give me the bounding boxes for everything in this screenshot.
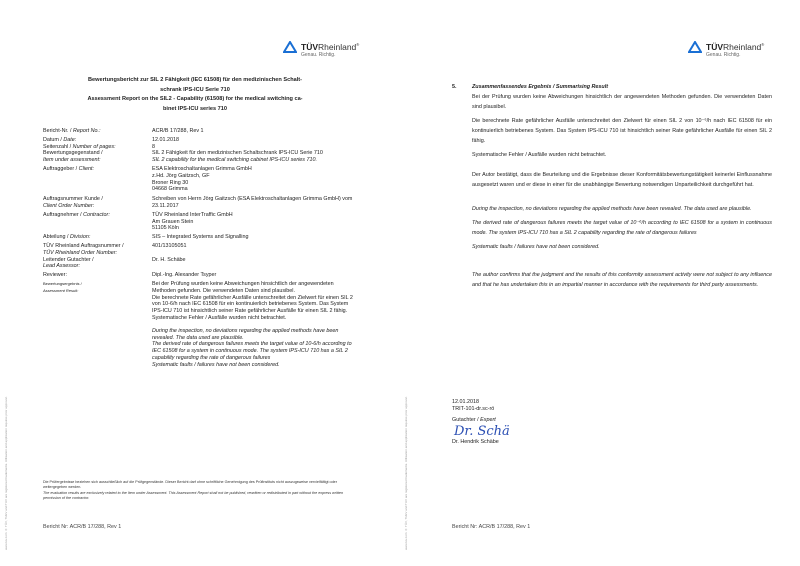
summarising-result-section: 5. Zusammenfassendes Ergebnis / Summarising Result Bei der Prüfung wurden keine Abweichungen hinsichtlich der angewendeten Methoden gefunden. Die verwendeten Daten sind plausibel. Die berechnete Rate gefährlicher Ausfälle unterschreitet den Zielwert für einen SIL 2 von 10⁻⁶/h nach IEC 61508 für ein kontinuierlich betriebenes System. Das System IPS-ICU 710 ist hinsichtlich seiner Rate gefährlicher Ausfälle für einen SIL 2 fähig. Systematische Fehler / Ausfälle wurden nicht betrachtet. Der Autor bestätigt, dass die Beurteilung und die Ergebnisse dieser Konformitätsbewertungstätigkeit keinerlei Einflussnahme ausgesetzt waren und er diese in einer für die unabhängige Bewertung notwendigen Unparteilichkeit durchgeführt hat. During the inspection, no deviations regarding the applied methods have been revealed. The data used are plausible. The derived rate of dangerous failures meets the target value of 10⁻⁶/h according to IEC 61508 for a system in continuous mode. The system IPS-ICU 710 has a SIL 2 capability regarding the rate of dangerous failures Systematic faults / failures have not been considered. The author confirms that the judgment and the results of this conformity assessment activity were not subject to any influence and that he has undertaken this in an impartial manner in accordance with the requirements for third party assessments. xyxy=(452,84,772,288)
field-assessment-result: Bewertungsergebnis / Assessment Result: Bei der Prüfung wurden keine Abweichungen hinsichtlich der angewendeten Methoden gefunden. Die verwendeten Daten sind plausibel. Die berechnete Rate gefährlicher Ausfälle unterschreitet den Zielwert für einen SIL 2 von 10-6/h nach IEC 61508 für ein kontinuierlich betriebenes System. Das System IPS-ICU 710 ist hinsichtlich seiner Rate gefährlicher Ausfälle für einen SIL 2 fähig. Systematische Fehler / Ausfälle wurden nicht betrachtet. During the inspection, no deviations regarding the applied methods have been revealed. The data used are plausible. The derived rate of dangerous failures meets the target value of 10-6/h according to IEC 61508 for a system in continuous mode. The system IPS-ICU 710 has a SIL 2 capability regarding the rate of dangerous failures Systematic faults / failures have not been considered. xyxy=(43,280,353,368)
field-reviewer: Reviewer: Dipl.-Ing. Alexander Tsyper xyxy=(43,272,217,279)
field-contractor: Auftragnehmer / Contractor: TÜV Rheinland InterTraffic GmbH Am Grauen Stein 51105 Köln xyxy=(43,211,233,232)
field-report-no: Bericht-Nr. / Report No.: ACR/B 17/288, Rev 1 xyxy=(43,128,204,134)
expert-label: Gutachter / Expert xyxy=(452,417,496,423)
logo-brand-bold: TÜV xyxy=(301,41,318,52)
tuv-triangle-icon xyxy=(283,41,297,53)
field-division: Abteilung / Division: SIS – Integrated Systems and Signalling xyxy=(43,234,249,241)
logo-tagline: Genau. Richtig. xyxy=(706,51,741,58)
side-trademark-text: www.tuv.com ® TÜV, TUEV and TUV are registered trademarks. Utilisation and application requires prior approval. xyxy=(4,396,8,550)
field-item: Bewertungsgegenstand / Item under assessment: SIL 2 Fähigkeit für den medizinischen Schaltschrank IPS-ICU Serie 710 SIL 2 capability for the medical switching cabinet IPS-ICU series 710. xyxy=(43,150,323,164)
handwritten-signature: Dr. Schä xyxy=(454,424,510,439)
logo-brand: Rheinland xyxy=(318,41,357,52)
tuv-logo: TÜVRheinland® Genau. Richtig. xyxy=(283,40,359,59)
report-fields xyxy=(43,128,353,371)
field-order-number: TÜV Rheinland Auftragsnummer / TÜV Rheinland Order Number: 401/13105051 xyxy=(43,242,187,256)
tuv-triangle-icon xyxy=(688,41,702,53)
signature-block xyxy=(452,399,510,446)
expert-name: Dr. Hendrik Schäbe xyxy=(452,439,499,445)
sign-date: 12.01.2018 xyxy=(452,399,479,405)
disclaimer: Die Prüfergebnisse beziehen sich ausschließlich auf die Prüfgegenstände. Dieser Bericht darf ohne schriftliche Genehmigung des Prüfinstituts nicht auszugsweise vervielfältigt oder weitergegeben werden. The evaluation results are exclusively related to the Item under Assessment. This Assessment Report shall not be published, rewritten or redistributed in part without the express written permission of the contractor. xyxy=(43,480,343,500)
logo-tagline: Genau. Richtig. xyxy=(301,51,336,58)
side-trademark-text: www.tuv.com ® TÜV, TUEV and TUV are registered trademarks. Utilisation and application requires prior approval. xyxy=(404,396,408,550)
section-heading: 5. Zusammenfassendes Ergebnis / Summarising Result xyxy=(452,84,609,90)
field-date: Datum / Date: 12.01.2018 xyxy=(43,136,179,143)
field-client-order: Auftragsnummer Kunde / Client Order Number: Schreiben von Herrn Jörg Gaitzsch (ESA Elektroschaltanlagen Grimma GmbH) vom 23.11.2017 xyxy=(43,196,353,209)
field-client: Auftraggeber / Client: ESA Elektroschaltanlagen Grimma GmbH z.Hd. Jörg Gaitzsch, GF Broner Ring 30 04668 Grimma xyxy=(43,165,252,193)
field-pages: Seitenzahl / Number of pages: 8 xyxy=(43,143,155,150)
logo-brand: Rheinland xyxy=(723,41,762,52)
logo-brand-bold: TÜV xyxy=(706,41,723,52)
report-footer: Bericht Nr: ACR/B 17/288, Rev 1 xyxy=(43,524,122,530)
tuv-logo: TÜVRheinland® Genau. Richtig. xyxy=(688,40,764,59)
report-footer: Bericht Nr: ACR/B 17/288, Rev 1 xyxy=(452,524,531,530)
sign-reference: TRIT-101-dr.sc-rö xyxy=(452,406,495,412)
report-title: Bewertungsbericht zur SIL 2 Fähigkeit (IEC 61508) für den medizinischen Schalt- schrank IPS-ICU Serie 710 Assessment Report on the SIL2 - Capability (61508) for the medical switching ca- binet IPS-ICU series 710 xyxy=(87,77,303,112)
field-lead-assessor: Leitender Gutachter / Lead Assessor: Dr. H. Schäbe xyxy=(43,256,186,270)
